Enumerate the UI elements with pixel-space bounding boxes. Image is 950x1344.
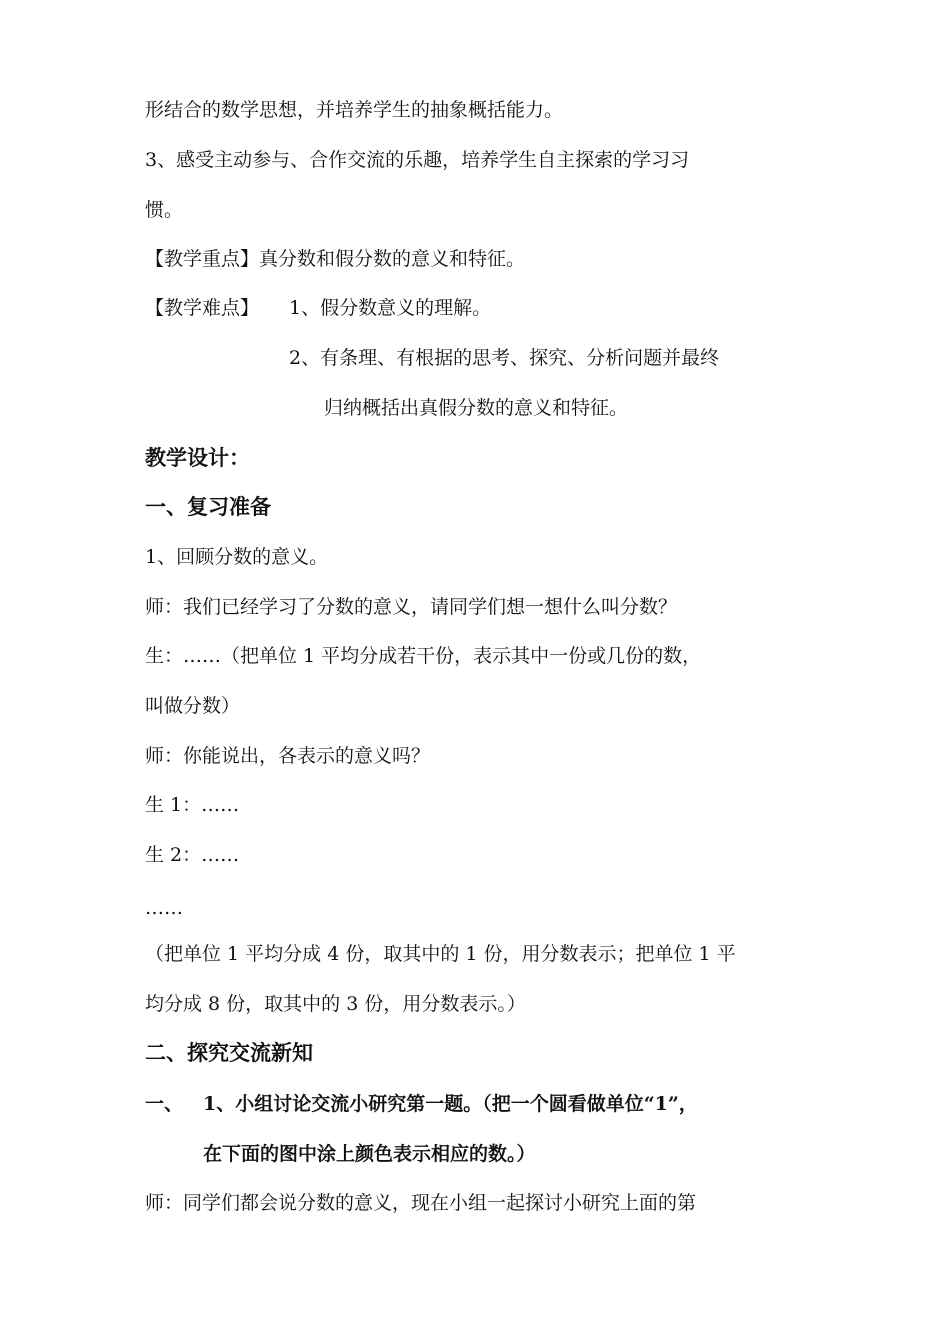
objective-2-tail: 形结合的数学思想，并培养学生的抽象概括能力。 bbox=[145, 99, 564, 121]
ellipsis-line: …… bbox=[145, 897, 183, 919]
objective-3-line1: 3、感受主动参与、合作交流的乐趣，培养学生自主探索的学习习 bbox=[145, 149, 690, 171]
difficulty-item-1: 1、假分数意义的理解。 bbox=[289, 297, 492, 319]
section-1-heading: 一、复习准备 bbox=[145, 494, 271, 519]
student-answer-1-line1: 生：……（把单位 1 平均分成若干份，表示其中一份或几份的数， bbox=[145, 645, 702, 667]
student-2: 生 2：…… bbox=[145, 844, 240, 866]
objective-3-line2: 惯。 bbox=[145, 199, 184, 221]
teacher-question-3: 师：同学们都会说分数的意义，现在小组一起探讨小研究上面的第 bbox=[145, 1192, 697, 1214]
explanation-line2: 均分成 8 份，取其中的 3 份，用分数表示。） bbox=[145, 993, 526, 1015]
teacher-question-2: 师：你能说出，各表示的意义吗？ bbox=[145, 745, 431, 767]
difficulty-item-2-line1: 2、有条理、有根据的思考、探究、分析问题并最终 bbox=[289, 347, 720, 369]
explanation-line1: （把单位 1 平均分成 4 份，取其中的 1 份，用分数表示；把单位 1 平 bbox=[145, 943, 736, 965]
difficulty-item-2-line2: 归纳概括出真假分数的意义和特征。 bbox=[324, 397, 629, 419]
design-heading: 教学设计： bbox=[145, 445, 250, 470]
review-item: 1、回顾分数的意义。 bbox=[145, 546, 329, 568]
task-line2: 在下面的图中涂上颜色表示相应的数。） bbox=[203, 1143, 536, 1165]
teacher-question-1: 师：我们已经学习了分数的意义，请同学们想一想什么叫分数？ bbox=[145, 596, 678, 618]
task-line1: 1、小组讨论交流小研究第一题。（把一个圆看做单位“1”， bbox=[203, 1093, 698, 1115]
task-number: 一、 bbox=[145, 1093, 184, 1115]
student-1: 生 1：…… bbox=[145, 794, 240, 816]
difficulty-label: 【教学难点】 bbox=[145, 297, 260, 319]
section-2-heading: 二、探究交流新知 bbox=[145, 1040, 313, 1065]
key-point: 【教学重点】真分数和假分数的意义和特征。 bbox=[145, 248, 526, 270]
student-answer-1-line2: 叫做分数） bbox=[145, 695, 241, 717]
